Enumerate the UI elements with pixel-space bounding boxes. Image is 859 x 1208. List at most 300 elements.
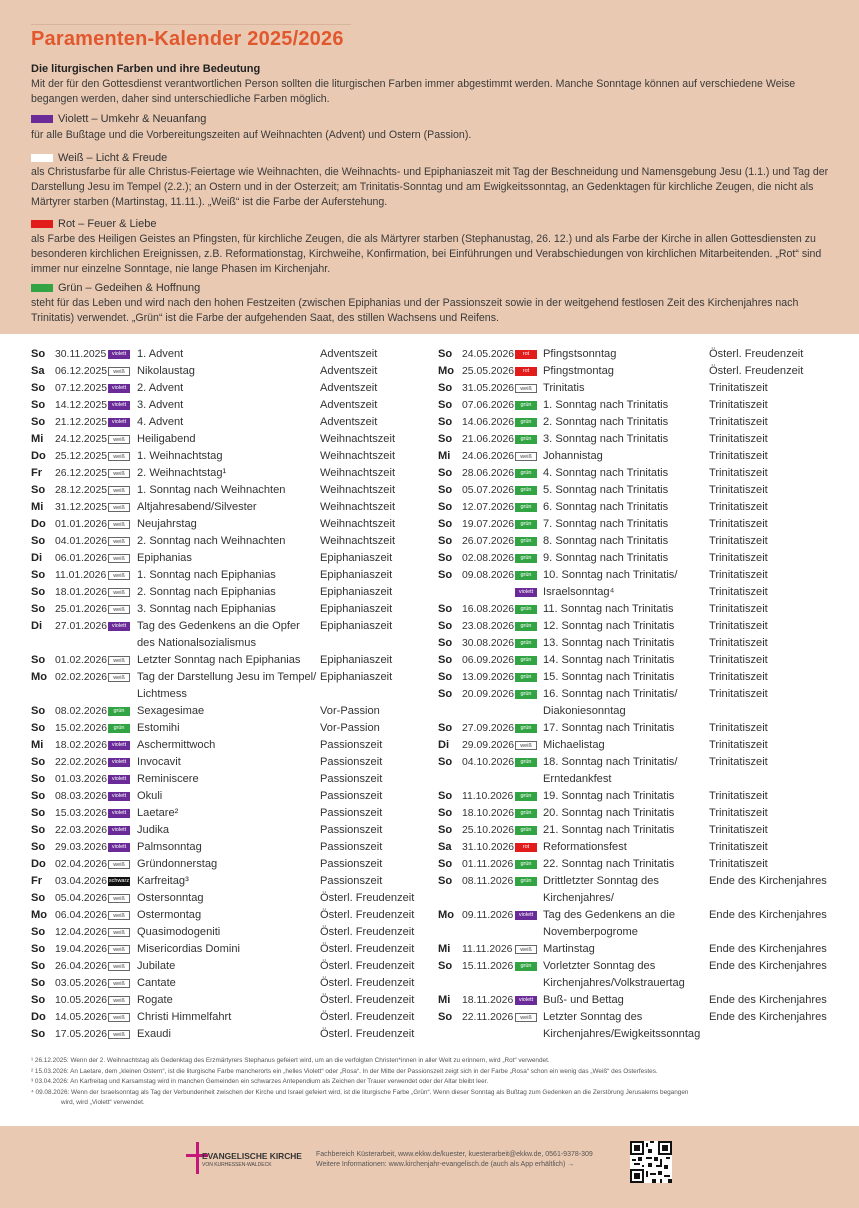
season: Österl. Freudenzeit	[320, 909, 415, 921]
season: Österl. Freudenzeit	[320, 960, 415, 972]
color-badge: violett	[108, 775, 130, 784]
date: 31.10.2026	[462, 842, 515, 853]
color-badge: weiß	[108, 588, 130, 597]
weekday: So	[31, 722, 46, 734]
qr-code-icon	[630, 1141, 672, 1183]
weekday: Mo	[31, 671, 48, 683]
weekday: So	[31, 756, 46, 768]
day-name: Judika	[137, 824, 170, 836]
weekday: So	[438, 552, 453, 564]
season: Adventszeit	[320, 365, 378, 377]
day-name: Okuli	[137, 790, 163, 802]
color-badge: grün	[515, 503, 537, 512]
date: 18.02.2026	[55, 740, 108, 751]
date: 11.11.2026	[462, 944, 513, 955]
weekday: Mi	[438, 450, 451, 462]
color-badge: weiß	[108, 656, 130, 665]
season: Trinitatiszeit	[709, 722, 768, 734]
weekday: So	[438, 671, 453, 683]
color-badge: grün	[515, 724, 537, 733]
date: 29.03.2026	[55, 842, 108, 853]
color-badge: violett	[108, 622, 130, 631]
weekday: So	[31, 977, 46, 989]
color-label: Grün – Gedeihen & Hoffnung	[58, 282, 201, 294]
color-badge: grün	[515, 639, 537, 648]
day-name: 2. Advent	[137, 382, 184, 394]
day-name: Misericordias Domini	[137, 943, 240, 955]
day-name: Sexagesimae	[137, 705, 205, 717]
season: Epiphaniaszeit	[320, 552, 393, 564]
weiss-swatch	[31, 154, 53, 162]
weekday: So	[438, 875, 453, 887]
day-name: Pfingstmontag	[543, 365, 614, 377]
color-badge: violett	[108, 741, 130, 750]
season: Vor-Passion	[320, 705, 380, 717]
weekday: So	[438, 756, 453, 768]
day-name: 3. Sonntag nach Epiphanias	[137, 603, 276, 615]
color-badge: grün	[515, 622, 537, 631]
color-badge: weiß	[515, 945, 537, 954]
season: Ende des Kirchenjahres	[709, 960, 827, 972]
color-badge: grün	[515, 877, 537, 886]
color-badge: weiß	[108, 945, 130, 954]
day-name: 5. Sonntag nach Trinitatis	[543, 484, 669, 496]
day-name: Martinstag	[543, 943, 595, 955]
weekday: Mo	[438, 365, 455, 377]
date: 30.08.2026	[462, 638, 515, 649]
date: 06.09.2026	[462, 655, 515, 666]
color-badge: grün	[515, 571, 537, 580]
date: 19.07.2026	[462, 519, 515, 530]
weekday: So	[31, 382, 46, 394]
color-badge: weiß	[108, 435, 130, 444]
season: Trinitatiszeit	[709, 484, 768, 496]
footnote-1: ¹ 26.12.2025: Wenn der 2. Weihnachtstag als Gedenktag des Erzmärtyrers Stephanus gefeiert wird, um an die verfolgten Christen*innen in aller Welt zu erinnern, wird „Rot“ verwendet.	[31, 1057, 550, 1064]
color-badge: violett	[108, 350, 130, 359]
season: Ende des Kirchenjahres	[709, 875, 827, 887]
color-badge: grün	[515, 554, 537, 563]
date: 13.09.2026	[462, 672, 515, 683]
color-badge: weiß	[108, 605, 130, 614]
weekday: So	[438, 382, 453, 394]
day-name: 20. Sonntag nach Trinitatis	[543, 807, 675, 819]
color-badge: weiß	[108, 503, 130, 512]
season: Österl. Freudenzeit	[320, 926, 415, 938]
color-badge: weiß	[108, 979, 130, 988]
weekday: So	[31, 943, 46, 955]
season: Passionszeit	[320, 756, 383, 768]
season: Trinitatiszeit	[709, 450, 768, 462]
weekday: So	[438, 722, 453, 734]
color-badge: weiß	[108, 452, 130, 461]
color-badge: weiß	[108, 673, 130, 682]
color-badge: weiß	[108, 520, 130, 529]
day-name: 4. Sonntag nach Trinitatis	[543, 467, 669, 479]
day-name: 3. Advent	[137, 399, 184, 411]
weekday: Fr	[31, 875, 43, 887]
color-badge: violett	[515, 996, 537, 1005]
season: Trinitatiszeit	[709, 433, 768, 445]
weekday: So	[31, 484, 46, 496]
weekday: So	[31, 841, 46, 853]
day-name: Novemberpogrome	[543, 926, 638, 938]
color-weiss-heading	[31, 152, 167, 164]
day-name: 10. Sonntag nach Trinitatis/	[543, 569, 678, 581]
season: Österl. Freudenzeit	[320, 977, 415, 989]
season: Trinitatiszeit	[709, 824, 768, 836]
season: Trinitatiszeit	[709, 552, 768, 564]
season: Trinitatiszeit	[709, 620, 768, 632]
color-badge: violett	[108, 758, 130, 767]
color-badge: violett	[108, 418, 130, 427]
date: 04.10.2026	[462, 757, 515, 768]
date: 07.06.2026	[462, 400, 515, 411]
season: Passionszeit	[320, 841, 383, 853]
day-name: Drittletzter Sonntag des	[543, 875, 659, 887]
color-badge: grün	[515, 435, 537, 444]
day-name: Trinitatis	[543, 382, 585, 394]
day-name: Reformationsfest	[543, 841, 627, 853]
day-name: Neujahrstag	[137, 518, 197, 530]
date: 02.04.2026	[55, 859, 108, 870]
color-gruen-text: steht für das Leben und wird nach den hohen Festzeiten (zwischen Epiphanias und der Passionszeit sowie in der weitgehend festlosen Zeit des Kirchenjahres nach Trinitatis) verwendet. „Grün“ ist die Farbe der aufgehenden Saat, des stillen Wachsens und Reifens.	[31, 297, 799, 324]
date: 09.08.2026	[462, 570, 515, 581]
day-name: Kirchenjahres/Ewigkeitssonntag	[543, 1028, 701, 1040]
weekday: Di	[31, 552, 43, 564]
day-name: Aschermittwoch	[137, 739, 216, 751]
season: Epiphaniaszeit	[320, 671, 393, 683]
title-rule	[31, 24, 351, 25]
day-name: 17. Sonntag nach Trinitatis	[543, 722, 675, 734]
date: 07.12.2025	[55, 383, 108, 394]
color-badge: grün	[515, 605, 537, 614]
color-badge: weiß	[108, 860, 130, 869]
season: Trinitatiszeit	[709, 807, 768, 819]
season: Ende des Kirchenjahres	[709, 994, 827, 1006]
day-name: Altjahresabend/Silvester	[137, 501, 257, 513]
weekday: So	[438, 416, 453, 428]
weekday: So	[438, 807, 453, 819]
weekday: So	[438, 467, 453, 479]
color-badge: schwarz	[108, 878, 130, 884]
color-badge: weiß	[108, 469, 130, 478]
day-name: Ostersonntag	[137, 892, 204, 904]
season: Trinitatiszeit	[709, 756, 768, 768]
color-badge: grün	[515, 520, 537, 529]
day-name: Erntedankfest	[543, 773, 612, 785]
season: Weihnachtszeit	[320, 433, 396, 445]
date: 11.10.2026	[462, 791, 514, 802]
color-label: Violett – Umkehr & Neuanfang	[58, 113, 207, 125]
season: Trinitatiszeit	[709, 535, 768, 547]
season: Österl. Freudenzeit	[320, 943, 415, 955]
weekday: So	[31, 824, 46, 836]
weekday: So	[438, 433, 453, 445]
date: 18.11.2026	[462, 995, 514, 1006]
season: Trinitatiszeit	[709, 569, 768, 581]
date: 01.11.2026	[462, 859, 514, 870]
weekday: So	[438, 790, 453, 802]
weekday: So	[438, 399, 453, 411]
season: Passionszeit	[320, 739, 383, 751]
color-badge: weiß	[108, 537, 130, 546]
day-name: Epiphanias	[137, 552, 192, 564]
color-violett-heading	[31, 113, 206, 125]
rot-swatch	[31, 220, 53, 228]
day-name: Nikolaustag	[137, 365, 195, 377]
color-badge: grün	[515, 690, 537, 699]
day-name: Heiligabend	[137, 433, 196, 445]
season: Trinitatiszeit	[709, 399, 768, 411]
color-badge: violett	[108, 401, 130, 410]
color-badge: violett	[108, 792, 130, 801]
color-badge: grün	[515, 758, 537, 767]
color-badge: weiß	[108, 554, 130, 563]
date: 15.11.2026	[462, 961, 514, 972]
date: 31.05.2026	[462, 383, 515, 394]
color-rot-text: als Farbe des Heiligen Geistes an Pfingsten, für kirchliche Zeugen, die als Märtyrer starben (Stephanustag, 26. 12.) und als Farbe der Kirche in allen Gottesdiensten zu besonderen kirchlichen Ereignissen, z.B. Reformationstag, Kirchweihe, Konfirmation, bei Einführungen und Verabschiedungen von kirchlichen Mitarbeitenden. „Rot“ sind immer nur einzelne Sonntage, nie lange Phasen im Kirchenjahr.	[31, 233, 822, 275]
color-badge: grün	[515, 860, 537, 869]
date: 21.12.2025	[55, 417, 108, 428]
weekday: Do	[31, 858, 46, 870]
day-name: Tag des Gedenkens an die Opfer	[137, 620, 300, 632]
season: Trinitatiszeit	[709, 501, 768, 513]
day-name: 16. Sonntag nach Trinitatis/	[543, 688, 678, 700]
weekday: So	[31, 773, 46, 785]
season: Adventszeit	[320, 416, 378, 428]
season: Trinitatiszeit	[709, 382, 768, 394]
season: Österl. Freudenzeit	[320, 994, 415, 1006]
color-badge: weiß	[108, 367, 130, 376]
date: 18.01.2026	[55, 587, 108, 598]
church-logo	[186, 1142, 306, 1174]
color-badge: weiß	[515, 384, 537, 393]
season: Trinitatiszeit	[709, 467, 768, 479]
weekday: Mi	[31, 501, 44, 513]
season: Ende des Kirchenjahres	[709, 1011, 827, 1023]
date: 24.06.2026	[462, 451, 515, 462]
color-violett-text: für alle Bußtage und die Vorbereitungszeiten auf Weihnachten (Advent) und Ostern (Passion).	[31, 129, 472, 141]
day-name: Letzter Sonntag nach Epiphanias	[137, 654, 301, 666]
day-name: 13. Sonntag nach Trinitatis	[543, 637, 675, 649]
date: 29.09.2026	[462, 740, 515, 751]
color-badge: violett	[515, 911, 537, 920]
weekday: So	[438, 620, 453, 632]
date: 03.05.2026	[55, 978, 108, 989]
date: 01.01.2026	[55, 519, 108, 530]
weekday: Mo	[31, 909, 48, 921]
gruen-swatch	[31, 284, 53, 292]
date: 15.03.2026	[55, 808, 108, 819]
day-name: 14. Sonntag nach Trinitatis	[543, 654, 675, 666]
date: 31.12.2025	[55, 502, 108, 513]
color-badge: weiß	[108, 962, 130, 971]
season: Passionszeit	[320, 807, 383, 819]
date: 09.11.2026	[462, 910, 514, 921]
season: Trinitatiszeit	[709, 841, 768, 853]
weekday: Sa	[438, 841, 452, 853]
color-badge: grün	[515, 826, 537, 835]
season: Weihnachtszeit	[320, 518, 396, 530]
day-name: 4. Advent	[137, 416, 184, 428]
date: 14.06.2026	[462, 417, 515, 428]
footnote-2: ² 15.03.2026: An Laetare, dem „kleinen Ostern“, ist die liturgische Farbe mancherorts ein „helles Violett“ oder „Rosa“. In der Mitte der Passionszeit zeigt sich in der Farbe „Rosa“ schon ein wenig das „Weiß“ des Osterfestes.	[31, 1067, 658, 1075]
color-badge: weiß	[108, 894, 130, 903]
day-name: Tag des Gedenkens an die	[543, 909, 675, 921]
season: Adventszeit	[320, 348, 378, 360]
season: Österl. Freudenzeit	[320, 1011, 415, 1023]
date: 18.10.2026	[462, 808, 515, 819]
date: 27.01.2026	[55, 621, 108, 632]
weekday: So	[438, 824, 453, 836]
day-name: Kirchenjahres/Volkstrauertag	[543, 977, 685, 989]
day-name: 22. Sonntag nach Trinitatis	[543, 858, 675, 870]
day-name: 1. Sonntag nach Trinitatis	[543, 399, 669, 411]
season: Trinitatiszeit	[709, 586, 768, 598]
date: 28.06.2026	[462, 468, 515, 479]
day-name: Exaudi	[137, 1028, 171, 1040]
day-name: Ostermontag	[137, 909, 202, 921]
color-badge: rot	[515, 367, 537, 376]
date: 19.04.2026	[55, 944, 108, 955]
season: Epiphaniaszeit	[320, 654, 393, 666]
day-name: 7. Sonntag nach Trinitatis	[543, 518, 669, 530]
color-badge: weiß	[108, 996, 130, 1005]
weekday: So	[31, 807, 46, 819]
date: 14.05.2026	[55, 1012, 108, 1023]
weekday: So	[31, 790, 46, 802]
date: 12.07.2026	[462, 502, 515, 513]
color-badge: weiß	[108, 928, 130, 937]
weekday: So	[31, 535, 46, 547]
season: Österl. Freudenzeit	[320, 1028, 415, 1040]
color-badge: grün	[515, 401, 537, 410]
date: 04.01.2026	[55, 536, 108, 547]
weekday: Mi	[438, 943, 451, 955]
date: 06.04.2026	[55, 910, 108, 921]
date: 12.04.2026	[55, 927, 108, 938]
day-name: Rogate	[137, 994, 173, 1006]
date: 22.03.2026	[55, 825, 108, 836]
color-badge: weiß	[515, 741, 537, 750]
season: Trinitatiszeit	[709, 603, 768, 615]
season: Trinitatiszeit	[709, 739, 768, 751]
date: 22.11.2026	[462, 1012, 514, 1023]
color-badge: violett	[108, 809, 130, 818]
season: Österl. Freudenzeit	[709, 365, 804, 377]
season: Trinitatiszeit	[709, 637, 768, 649]
day-name: Lichtmess	[137, 688, 187, 700]
logo-line-2: VON KURHESSEN-WALDECK	[202, 1162, 272, 1168]
footnotes	[31, 1056, 831, 1109]
day-name: 19. Sonntag nach Trinitatis	[543, 790, 675, 802]
color-badge: weiß	[108, 1030, 130, 1039]
color-weiss-text: als Christusfarbe für alle Christus-Feiertage wie Weihnachten, die Weihnachts- und Epiphaniaszeit mit Tag der Beschneidung und Namensgebung Jesu (1.1.) und Tag der Darstellung Jesu im Tempel (2.2.); an Ostern und in der Osterzeit; am Trinitatis-Sonntag und am Ewigkeitssonntag, an Gedenktagen für kirchliche Zeugen, die nicht als Märtyrer starben (Martinstag, 11.11.). „Weiß“ ist die Farbe der Auferstehung.	[31, 166, 829, 208]
color-label: Rot – Feuer & Liebe	[58, 218, 157, 230]
day-name: Vorletzter Sonntag des	[543, 960, 656, 972]
weekday: So	[31, 926, 46, 938]
weekday: So	[438, 654, 453, 666]
color-badge: grün	[515, 962, 537, 971]
weekday: Mo	[438, 909, 455, 921]
day-name: Invocavit	[137, 756, 181, 768]
color-badge: grün	[515, 537, 537, 546]
weekday: So	[31, 892, 46, 904]
day-name: Gründonnerstag	[137, 858, 218, 870]
season: Trinitatiszeit	[709, 518, 768, 530]
color-badge: grün	[108, 707, 130, 716]
weekday: So	[438, 348, 453, 360]
day-name: Karfreitag³	[137, 875, 189, 887]
date: 25.12.2025	[55, 451, 108, 462]
day-name: Cantate	[137, 977, 176, 989]
date: 02.02.2026	[55, 672, 108, 683]
day-name: Jubilate	[137, 960, 176, 972]
day-name: Tag der Darstellung Jesu im Tempel/	[137, 671, 317, 683]
day-name: 2. Sonntag nach Weihnachten	[137, 535, 286, 547]
date: 03.04.2026	[55, 876, 108, 887]
weekday: So	[438, 569, 453, 581]
cross-icon	[196, 1142, 199, 1174]
date: 08.03.2026	[55, 791, 108, 802]
season: Österl. Freudenzeit	[320, 892, 415, 904]
day-name: 2. Sonntag nach Trinitatis	[543, 416, 669, 428]
footnote-4-continued: wird, wird „Violett“ verwendet.	[61, 1099, 145, 1106]
color-badge: grün	[515, 792, 537, 801]
date: 26.04.2026	[55, 961, 108, 972]
season: Epiphaniaszeit	[320, 603, 393, 615]
weekday: So	[31, 348, 46, 360]
date: 24.05.2026	[462, 349, 515, 360]
weekday: Mi	[31, 433, 44, 445]
logo-line-1: EVANGELISCHE KIRCHE	[202, 1151, 302, 1161]
season: Adventszeit	[320, 399, 378, 411]
weekday: So	[438, 637, 453, 649]
season: Österl. Freudenzeit	[709, 348, 804, 360]
color-badge: violett	[108, 843, 130, 852]
date: 05.04.2026	[55, 893, 108, 904]
season: Weihnachtszeit	[320, 450, 396, 462]
contact-line-1: Fachbereich Küsterarbeit, www.ekkw.de/kuester, kuesterarbeit@ekkw.de, 0561-9378-309	[316, 1151, 593, 1158]
weekday: So	[31, 654, 46, 666]
color-badge: rot	[515, 350, 537, 359]
season: Adventszeit	[320, 382, 378, 394]
color-badge: grün	[515, 656, 537, 665]
season: Ende des Kirchenjahres	[709, 909, 827, 921]
weekday: So	[438, 484, 453, 496]
color-badge: grün	[515, 418, 537, 427]
day-name: Reminiscere	[137, 773, 199, 785]
color-badge: weiß	[108, 571, 130, 580]
weekday: So	[31, 1028, 46, 1040]
color-label: Weiß – Licht & Freude	[58, 152, 168, 164]
season: Weihnachtszeit	[320, 484, 396, 496]
color-badge: weiß	[108, 486, 130, 495]
day-name: 6. Sonntag nach Trinitatis	[543, 501, 669, 513]
season: Ende des Kirchenjahres	[709, 943, 827, 955]
date: 06.12.2025	[55, 366, 108, 377]
date: 11.01.2026	[55, 570, 107, 581]
intro-text: Mit der für den Gottesdienst verantwortlichen Person sollten die liturgischen Farben immer abgestimmt werden. Manche Sonntage können auf verschiedene Weise begangen werden, daher sind unterschiedliche Farben möglich.	[31, 78, 796, 105]
date: 10.05.2026	[55, 995, 108, 1006]
season: Passionszeit	[320, 875, 383, 887]
contact-line-2: Weitere Informationen: www.kirchenjahr-evangelisch.de (auch als App erhältlich) →	[316, 1161, 575, 1168]
date: 25.10.2026	[462, 825, 515, 836]
date: 01.03.2026	[55, 774, 108, 785]
color-badge: weiß	[515, 1013, 537, 1022]
color-rot-heading	[31, 218, 156, 230]
day-name: 11. Sonntag nach Trinitatis	[543, 603, 674, 615]
